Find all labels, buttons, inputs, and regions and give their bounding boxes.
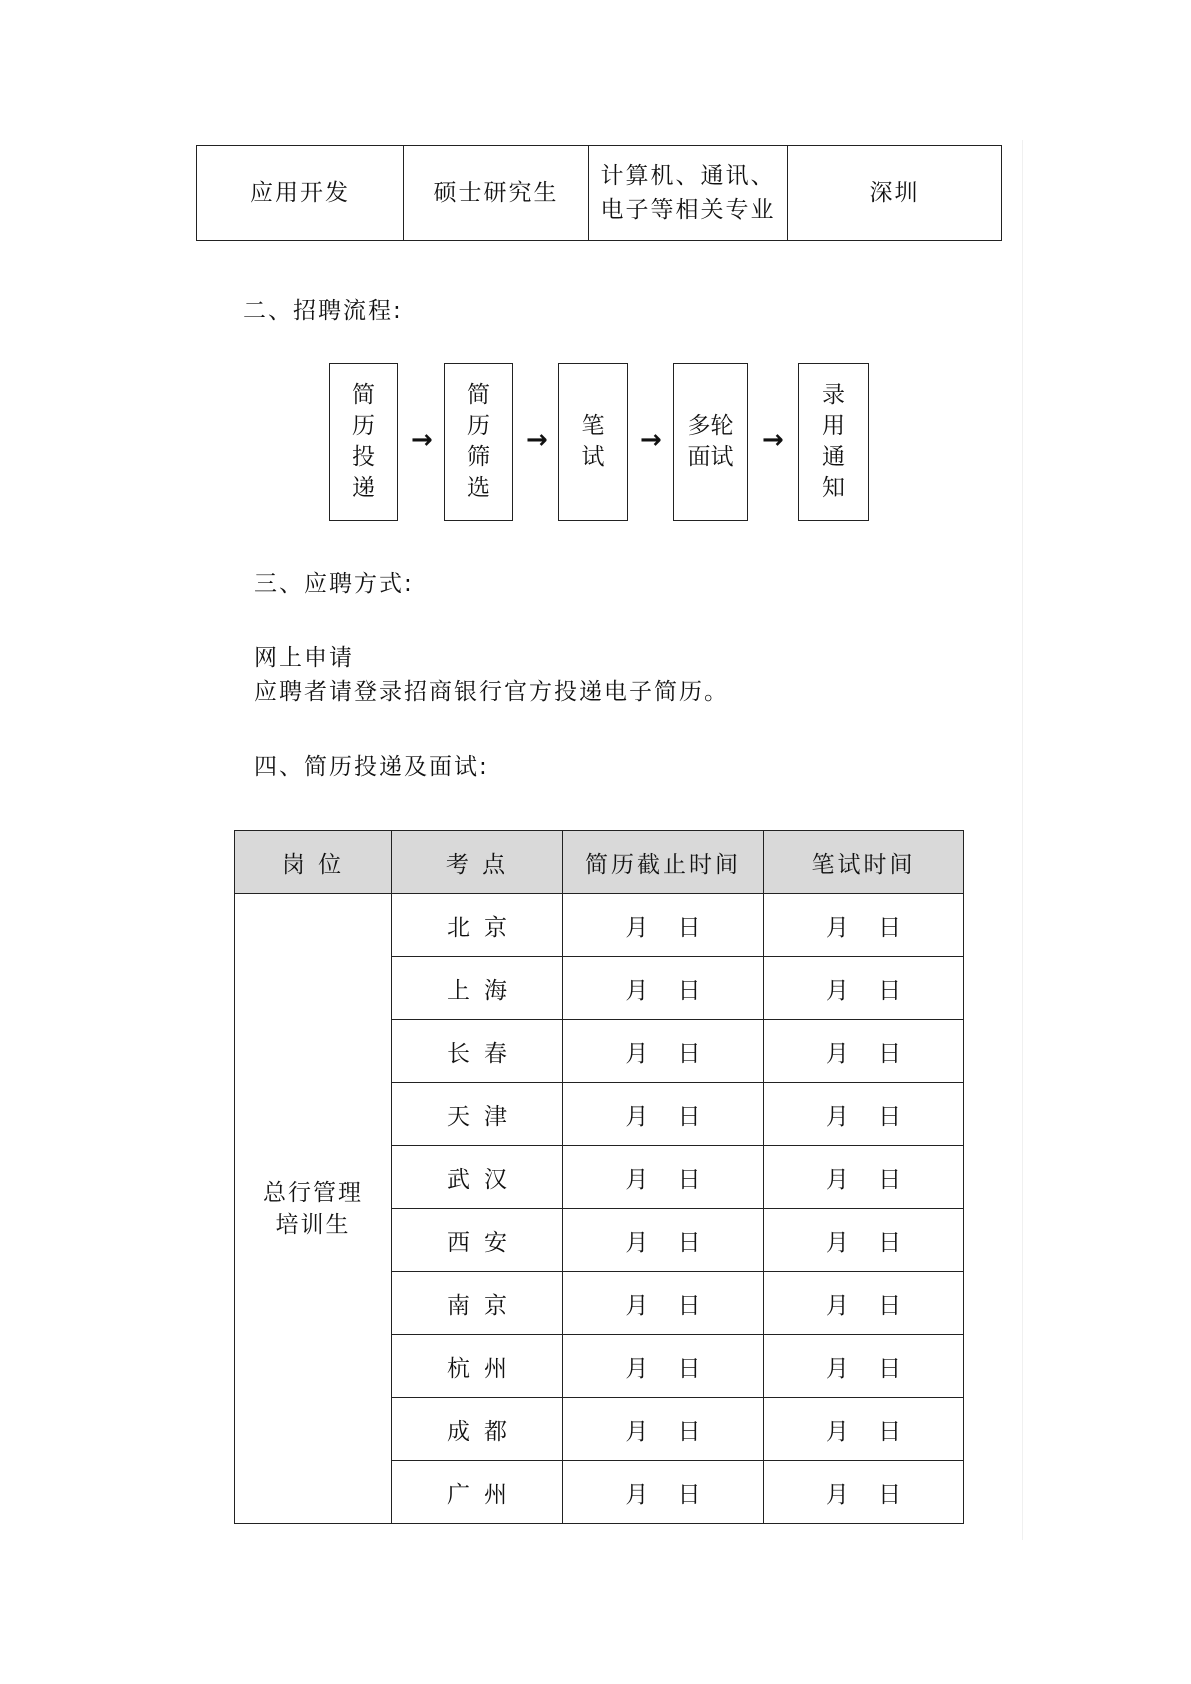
table-header-row (235, 831, 964, 894)
resume-deadline-cell: 月 日 (563, 1272, 764, 1335)
city-cell: 杭州 (392, 1335, 563, 1398)
resume-deadline-cell: 月 日 (563, 957, 764, 1020)
flow-step (798, 363, 869, 521)
flow-step (329, 363, 398, 521)
exam-date-cell: 月 日 (764, 1461, 964, 1524)
major-line: 电子等相关专业 (600, 197, 776, 223)
schedule-table (234, 830, 964, 1524)
flow-char: 投 (351, 444, 375, 470)
flow-char: 用 (821, 413, 845, 439)
flow-char: 选 (466, 475, 490, 501)
flow-step (444, 363, 513, 521)
section-heading-method: 三、应聘方式: (254, 571, 414, 597)
resume-deadline-cell: 月 日 (563, 894, 764, 957)
flow-char: 试 (581, 444, 605, 470)
flow-step-text (351, 380, 376, 504)
post-label: 总行管理培训生 (263, 1179, 363, 1238)
section-heading-process: 二、招聘流程: (243, 298, 403, 324)
post-cell (235, 894, 392, 1524)
exam-date-cell: 月 日 (764, 1272, 964, 1335)
exam-date-cell: 月 日 (764, 957, 964, 1020)
degree-cell: 硕士研究生 (404, 146, 589, 241)
city-cell: 西安 (392, 1209, 563, 1272)
exam-date-cell: 月 日 (764, 1335, 964, 1398)
city-cell: 成都 (392, 1398, 563, 1461)
arrow-right-icon: → (762, 425, 784, 455)
position-cell: 应用开发 (197, 146, 404, 241)
flow-step-text (684, 411, 737, 473)
resume-deadline-cell: 月 日 (563, 1461, 764, 1524)
city-cell: 南京 (392, 1272, 563, 1335)
flow-char: 历 (466, 413, 490, 439)
flow-step-text (821, 380, 846, 504)
flow-char: 历 (351, 413, 375, 439)
resume-deadline-cell: 月 日 (563, 1020, 764, 1083)
flow-char: 简 (466, 382, 490, 408)
flow-char: 通 (821, 444, 845, 470)
resume-deadline-cell: 月 日 (563, 1146, 764, 1209)
flow-char: 录 (821, 382, 845, 408)
arrow-right-icon: → (640, 425, 662, 455)
flow-char: 面试 (687, 444, 734, 470)
column-header: 简历截止时间 (563, 831, 764, 894)
page-edge (1022, 140, 1023, 1540)
resume-deadline-cell: 月 日 (563, 1335, 764, 1398)
table-row (235, 894, 964, 957)
section-heading-schedule: 四、简历投递及面试: (254, 754, 489, 780)
apply-method-line: 网上申请 (254, 645, 354, 671)
flow-step (558, 363, 628, 521)
arrow-right-icon: → (526, 425, 548, 455)
major-cell (589, 146, 788, 241)
city-cell: 北京 (392, 894, 563, 957)
resume-deadline-cell: 月 日 (563, 1398, 764, 1461)
flow-char: 知 (821, 475, 845, 501)
exam-date-cell: 月 日 (764, 1146, 964, 1209)
city-cell: 武汉 (392, 1146, 563, 1209)
city-cell: 天津 (392, 1083, 563, 1146)
major-line: 计算机、通讯、 (600, 163, 776, 189)
flow-step (673, 363, 748, 521)
flow-char: 简 (351, 382, 375, 408)
exam-date-cell: 月 日 (764, 1083, 964, 1146)
column-header: 笔试时间 (764, 831, 964, 894)
resume-deadline-cell: 月 日 (563, 1209, 764, 1272)
flow-char: 筛 (466, 444, 490, 470)
position-row-table (196, 145, 1002, 241)
exam-date-cell: 月 日 (764, 1209, 964, 1272)
exam-date-cell: 月 日 (764, 1398, 964, 1461)
flow-char: 笔 (581, 413, 605, 439)
flow-char: 多轮 (687, 413, 734, 439)
city-cell: 广州 (392, 1461, 563, 1524)
flow-step-text (466, 380, 491, 504)
exam-date-cell: 月 日 (764, 894, 964, 957)
flow-char: 递 (351, 475, 375, 501)
apply-method-desc: 应聘者请登录招商银行官方投递电子简历。 (254, 679, 729, 705)
column-header: 岗 位 (235, 831, 392, 894)
resume-deadline-cell: 月 日 (563, 1083, 764, 1146)
flow-step-text (580, 411, 605, 473)
city-cell: 上海 (392, 957, 563, 1020)
recruitment-flow (329, 363, 869, 523)
arrow-right-icon: → (411, 425, 433, 455)
column-header: 考 点 (392, 831, 563, 894)
exam-date-cell: 月 日 (764, 1020, 964, 1083)
location-cell: 深圳 (788, 146, 1002, 241)
table-row (197, 146, 1002, 241)
city-cell: 长春 (392, 1020, 563, 1083)
